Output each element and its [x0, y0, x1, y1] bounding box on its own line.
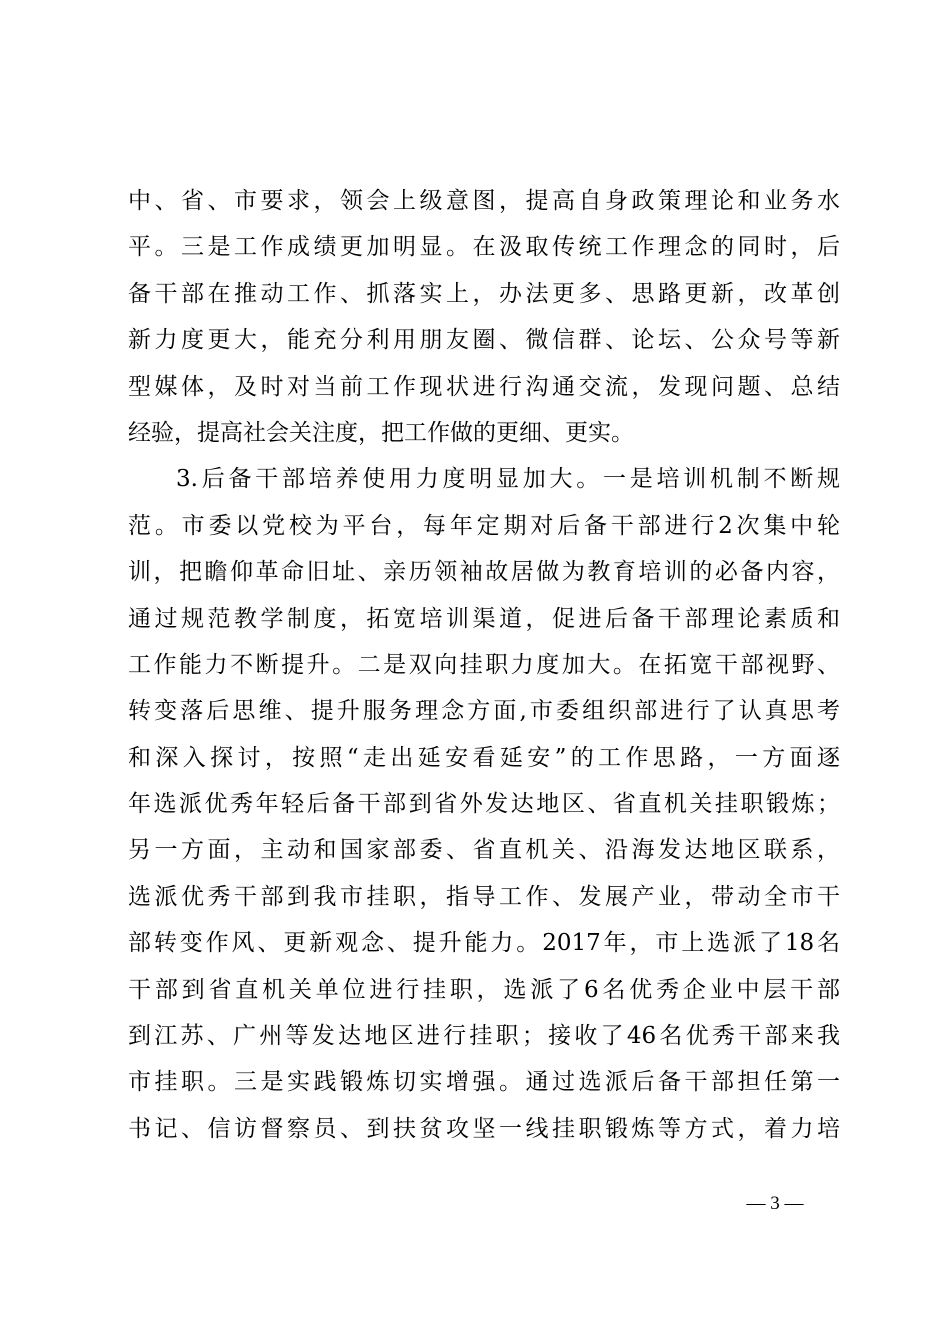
text-line: 通过规范教学制度，拓宽培训渠道，促进后备干部理论素质和 — [128, 605, 840, 632]
text-line: 备干部在推动工作、抓落实上，办法更多、思路更新，改革创 — [128, 280, 840, 307]
text-line: 转变落后思维、提升服务理念方面,市委组织部进行了认真思考 — [128, 698, 840, 725]
text-line: 部转变作风、更新观念、提升能力。2017年，市上选派了18名 — [128, 930, 840, 957]
document-body — [128, 178, 840, 1152]
text-line: 到江苏、广州等发达地区进行挂职；接收了46名优秀干部来我 — [128, 1023, 840, 1050]
text-line: 新力度更大，能充分利用朋友圈、微信群、论坛、公众号等新 — [128, 327, 840, 354]
section-heading-line: 3.后备干部培养使用力度明显加大。一是培训机制不断规 — [176, 466, 840, 493]
text-line: 中、省、市要求，领会上级意图，提高自身政策理论和业务水 — [128, 188, 840, 214]
text-line: 平。三是工作成绩更加明显。在汲取传统工作理念的同时，后 — [128, 234, 840, 261]
text-line-paragraph-end: 经验，提高社会关注度，把工作做的更细、更实。 — [128, 419, 634, 446]
text-line: 书记、信访督察员、到扶贫攻坚一线挂职锻炼等方式，着力培 — [128, 1115, 840, 1142]
text-line: 范。市委以党校为平台，每年定期对后备干部进行2次集中轮 — [128, 512, 840, 539]
text-line: 另一方面，主动和国家部委、省直机关、沿海发达地区联系， — [128, 837, 840, 864]
text-line: 工作能力不断提升。二是双向挂职力度加大。在拓宽干部视野、 — [128, 651, 840, 678]
page-number: — 3 — — [746, 1193, 804, 1214]
text-line: 年选派优秀年轻后备干部到省外发达地区、省直机关挂职锻炼； — [128, 791, 840, 818]
text-line: 市挂职。三是实践锻炼切实增强。通过选派后备干部担任第一 — [128, 1069, 840, 1096]
text-line: 选派优秀干部到我市挂职，指导工作、发展产业，带动全市干 — [128, 883, 840, 910]
text-line: 和深入探讨，按照“走出延安看延安”的工作思路，一方面逐 — [128, 744, 840, 771]
text-line: 干部到省直机关单位进行挂职，选派了6名优秀企业中层干部 — [128, 976, 840, 1003]
text-line: 型媒体，及时对当前工作现状进行沟通交流，发现问题、总结 — [128, 373, 840, 400]
text-line: 训，把瞻仰革命旧址、亲历领袖故居做为教育培训的必备内容， — [128, 559, 840, 586]
